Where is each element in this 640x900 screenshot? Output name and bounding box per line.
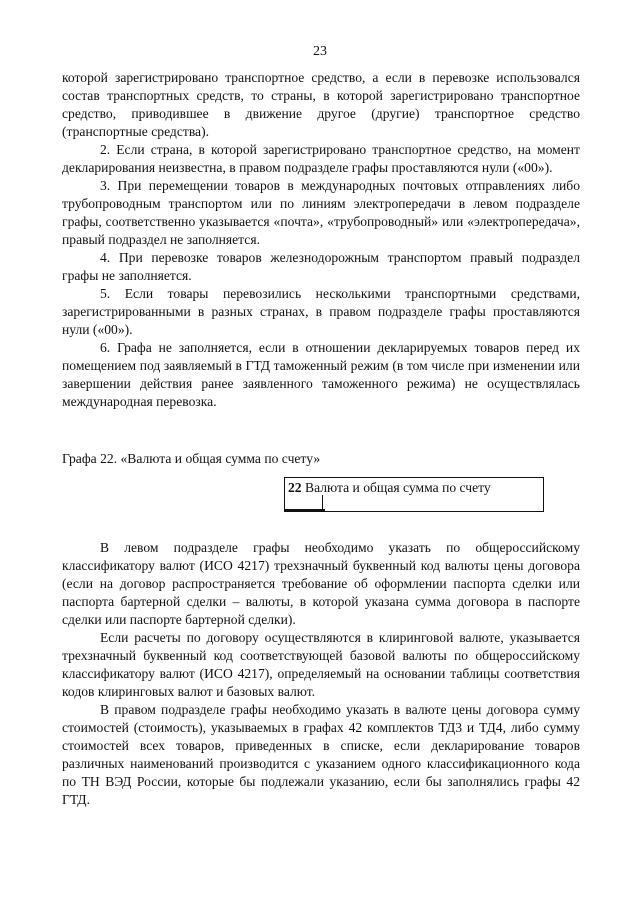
page-number: 23 <box>313 44 327 59</box>
field-label: Валюта и общая сумма по счету <box>305 480 491 495</box>
field-left-subsection <box>285 495 323 511</box>
paragraph: В левом подразделе графы необходимо указать по общероссийскому классификатору валют (ИСО 4217) трехзначный буквенный код валюты цены договора (если на договор распространяется требование об оформлении паспорта сделки или паспорта бартерной сделки – валюты, в которой указана сумма договора в паспорте сделки или паспорте бартерной сделки). <box>62 540 580 627</box>
field-number: 22 <box>288 480 302 495</box>
section-heading: Графа 22. «Валюта и общая сумма по счету» <box>62 451 321 466</box>
paragraph: 4. При перевозке товаров железнодорожным транспортом правый подраздел графы не заполняется. <box>62 250 580 283</box>
paragraph: 3. При перемещении товаров в международных почтовых отправлениях либо трубопроводным транспортом или по линиям электропередачи в левом подразделе графы, соответственно указывается «почта», «трубопроводный» или «электропередача», правый подраздел не заполняется. <box>62 178 580 247</box>
top-text-block <box>62 69 580 411</box>
form-field-box <box>284 477 544 512</box>
bottom-text-block <box>62 539 580 809</box>
paragraph: 6. Графа не заполняется, если в отношении декларируемых товаров перед их помещением под заявляемый в ГТД таможенный режим (в том числе при изменении или завершении действия ранее заявленного таможенного режима) не осуществлялась международная перевозка. <box>62 340 580 409</box>
paragraph: 2. Если страна, в которой зарегистрировано транспортное средство, на момент декларирования неизвестна, в правом подразделе графы проставляются нули («00»). <box>62 142 580 175</box>
paragraph: 5. Если товары перевозились несколькими транспортными средствами, зарегистрированными в разных странах, в правом подразделе графы проставляются нули («00»). <box>62 286 580 337</box>
paragraph: Если расчеты по договору осуществляются в клиринговой валюте, указывается трехзначный буквенный код соответствующей базовой валюты по общероссийскому классификатору валют (ИСО 4217), определяемый на основании таблицы соответствия кодов клиринговых валют и базовых валют. <box>62 630 580 699</box>
paragraph: В правом подразделе графы необходимо указать в валюте цены договора сумму стоимостей (стоимость), указываемых в графах 42 комплектов ТД3 и ТД4, либо сумму стоимостей всех товаров, приведенных в списке, если декларирование товаров различных наименований производится с указанием одного классификационного кода по ТН ВЭД России, которые бы подлежали указанию, если бы заполнялись графы 42 ГТД. <box>62 702 580 807</box>
field-caption <box>288 480 491 496</box>
paragraph: которой зарегистрировано транспортное средство, а если в перевозке использовался состав транспортных средств, то страны, в которой зарегистрировано транспортное средство, приводившее в движение другое (другие) транспортное средство (транспортные средства). <box>62 70 580 139</box>
